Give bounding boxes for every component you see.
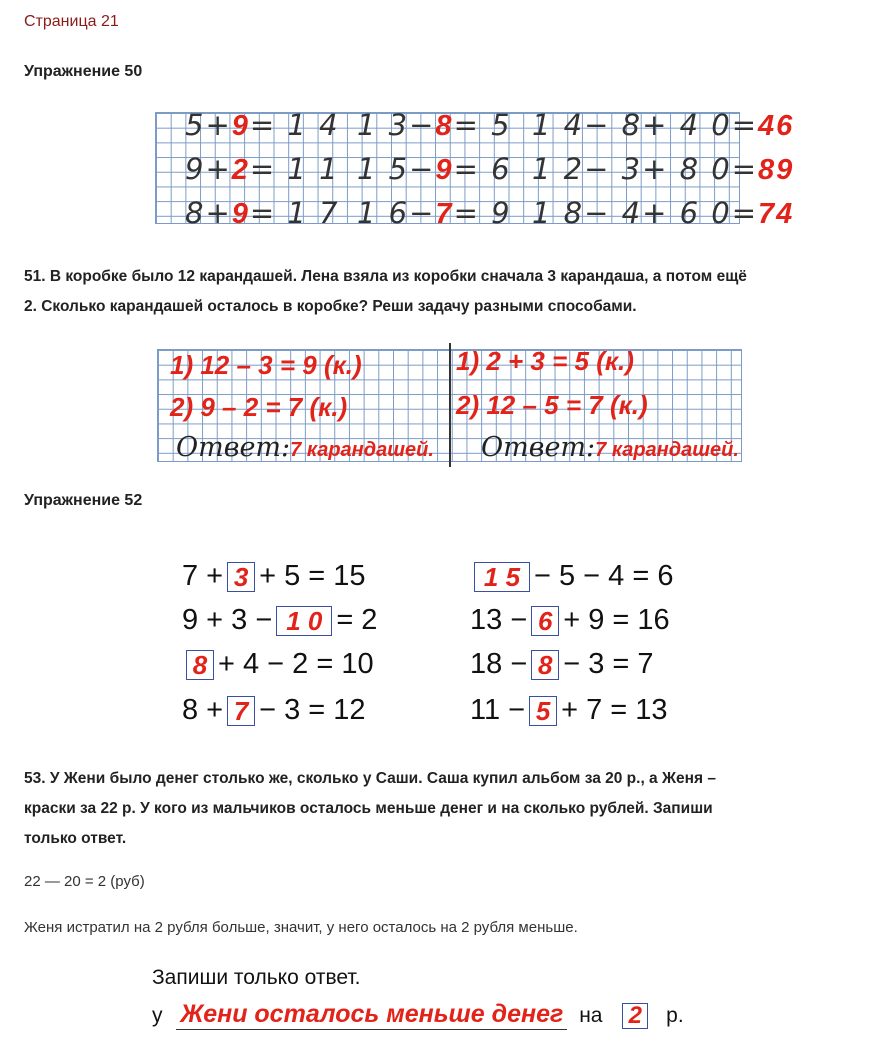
ex52-equation-right: = 2 — [336, 604, 378, 636]
ex50-equation — [532, 108, 794, 143]
exercise-51-right-step-1: 1) 2 + 3 = 5 (к.) — [456, 346, 634, 376]
exercise-51-left-answer — [176, 432, 434, 463]
ex50-equation-left: 1 2− 3+ 8 0= — [532, 152, 759, 186]
final-answer-line — [152, 1000, 684, 1030]
ex52-equation-right: − 3 = 7 — [563, 648, 654, 680]
ex50-equation — [357, 108, 512, 143]
exercise-51-line-2: 2. Сколько карандашей осталось в коробке? Реши задачу разными способами. — [24, 298, 637, 315]
ex50-equation-left: 1 5− — [357, 152, 436, 186]
ex52-equation-right: − 5 − 4 = 6 — [534, 560, 674, 592]
ex50-equation — [532, 196, 794, 231]
exercise-50-heading: Упражнение 50 — [24, 63, 143, 80]
ex52-equation — [470, 604, 670, 637]
ex50-answer: 9 — [231, 198, 250, 230]
exercise-51-right-step-2: 2) 12 – 5 = 7 (к.) — [456, 390, 648, 420]
final-answer-title: Запиши только ответ. — [152, 966, 361, 989]
ex50-equation — [357, 196, 512, 231]
exercise-53-calculation: 22 — 20 = 2 (руб) — [24, 873, 145, 890]
ex50-answer: 7 — [435, 198, 454, 230]
final-answer-rubles: р. — [666, 1004, 684, 1027]
final-answer-value: Жени осталось меньше денег — [180, 1000, 564, 1028]
ex52-equation — [470, 648, 654, 681]
ex52-answer-box: 1 5 — [474, 562, 530, 592]
ex50-equation — [185, 152, 340, 187]
answer-label: Ответ: — [481, 432, 596, 463]
ex50-answer: 2 — [231, 154, 250, 186]
ex52-answer-box: 5 — [529, 696, 557, 726]
ex52-answer-box: 7 — [227, 696, 255, 726]
ex52-answer-box: 8 — [531, 650, 559, 680]
ex52-equation — [182, 694, 366, 727]
exercise-51-left-step-2: 2) 9 – 2 = 7 (к.) — [170, 392, 348, 422]
ex52-equation-right: + 7 = 13 — [561, 694, 668, 726]
exercise-51-line-1: 51. В коробке было 12 карандашей. Лена взяла из коробки сначала 3 карандаша, а потом ещё — [24, 268, 747, 285]
ex52-equation-right: + 5 = 15 — [259, 560, 366, 592]
exercise-52-heading: Упражнение 52 — [24, 492, 143, 509]
ex52-equation — [182, 648, 374, 681]
ex50-equation-left: 5+ — [185, 108, 232, 142]
ex52-equation-left: 13 − — [470, 604, 528, 636]
final-answer-number-box: 2 — [622, 1003, 648, 1029]
ex52-equation-left: 8 + — [182, 694, 224, 726]
ex50-equation — [185, 196, 340, 231]
exercise-51-right-answer — [481, 432, 739, 463]
ex50-equation-right: = 5 — [453, 108, 512, 142]
ex50-answer: 8 — [435, 110, 454, 142]
ex50-equation-right: = 9 — [453, 196, 512, 230]
ex50-equation-left: 1 4− 8+ 4 0= — [532, 108, 759, 142]
ex50-equation-left: 1 8− 4+ 6 0= — [532, 196, 759, 230]
ex50-equation-right: = 1 7 — [249, 196, 340, 230]
exercise-53-line-2: краски за 22 р. У кого из мальчиков осталось меньше денег и на сколько рублей. Запиши — [24, 800, 713, 817]
answer-label: Ответ: — [176, 432, 291, 463]
ex52-equation — [182, 560, 366, 593]
ex50-equation-right: = 6 — [453, 152, 512, 186]
ex52-equation — [470, 694, 668, 727]
ex52-equation-right: + 9 = 16 — [563, 604, 670, 636]
exercise-51-text — [24, 262, 884, 322]
page-label: Страница 21 — [24, 13, 119, 30]
exercise-53-line-1: 53. У Жени было денег столько же, сколько у Саши. Саша купил альбом за 20 р., а Женя – — [24, 770, 716, 787]
ex52-equation — [182, 604, 377, 637]
ex50-equation — [185, 108, 340, 143]
ex52-equation-right: − 3 = 12 — [259, 694, 366, 726]
ex50-equation-left: 8+ — [185, 196, 232, 230]
exercise-51-left-step-1: 1) 12 – 3 = 9 (к.) — [170, 350, 362, 380]
ex50-equation-right: = 1 1 — [249, 152, 340, 186]
ex52-answer-box: 1 0 — [276, 606, 332, 636]
ex52-equation-left: 11 − — [470, 694, 526, 726]
exercise-53-explanation: Женя истратил на 2 рубля больше, значит, у него осталось на 2 рубля меньше. — [24, 919, 578, 936]
ex52-equation-left: 18 − — [470, 648, 528, 680]
ex52-answer-box: 8 — [186, 650, 214, 680]
ex52-answer-box: 3 — [227, 562, 255, 592]
final-answer-na: на — [579, 1004, 603, 1027]
ex50-equation-right: = 1 4 — [249, 108, 340, 142]
ex52-answer-box: 6 — [531, 606, 559, 636]
answer-value: 7 карандашей. — [595, 439, 739, 461]
ex52-equation-right: + 4 − 2 = 10 — [218, 648, 374, 680]
ex50-answer: 74 — [758, 198, 795, 230]
ex52-equation — [470, 560, 673, 593]
answer-value: 7 карандашей. — [290, 439, 434, 461]
final-answer-underline — [176, 1000, 567, 1030]
exercise-53-text — [24, 764, 884, 854]
ex50-equation-left: 1 3− — [357, 108, 436, 142]
ex50-equation — [357, 152, 512, 187]
exercise-53-line-3: только ответ. — [24, 830, 127, 847]
ex50-equation-left: 9+ — [185, 152, 232, 186]
ex50-answer: 9 — [231, 110, 250, 142]
ex52-equation-left: 7 + — [182, 560, 224, 592]
ex50-answer: 89 — [758, 154, 795, 186]
ex50-equation-left: 1 6− — [357, 196, 436, 230]
exercise-51-divider — [449, 343, 451, 467]
ex50-equation — [532, 152, 794, 187]
ex50-answer: 9 — [435, 154, 454, 186]
final-answer-u: у — [152, 1004, 163, 1027]
ex50-answer: 46 — [758, 110, 795, 142]
ex52-equation-left: 9 + 3 − — [182, 604, 273, 636]
